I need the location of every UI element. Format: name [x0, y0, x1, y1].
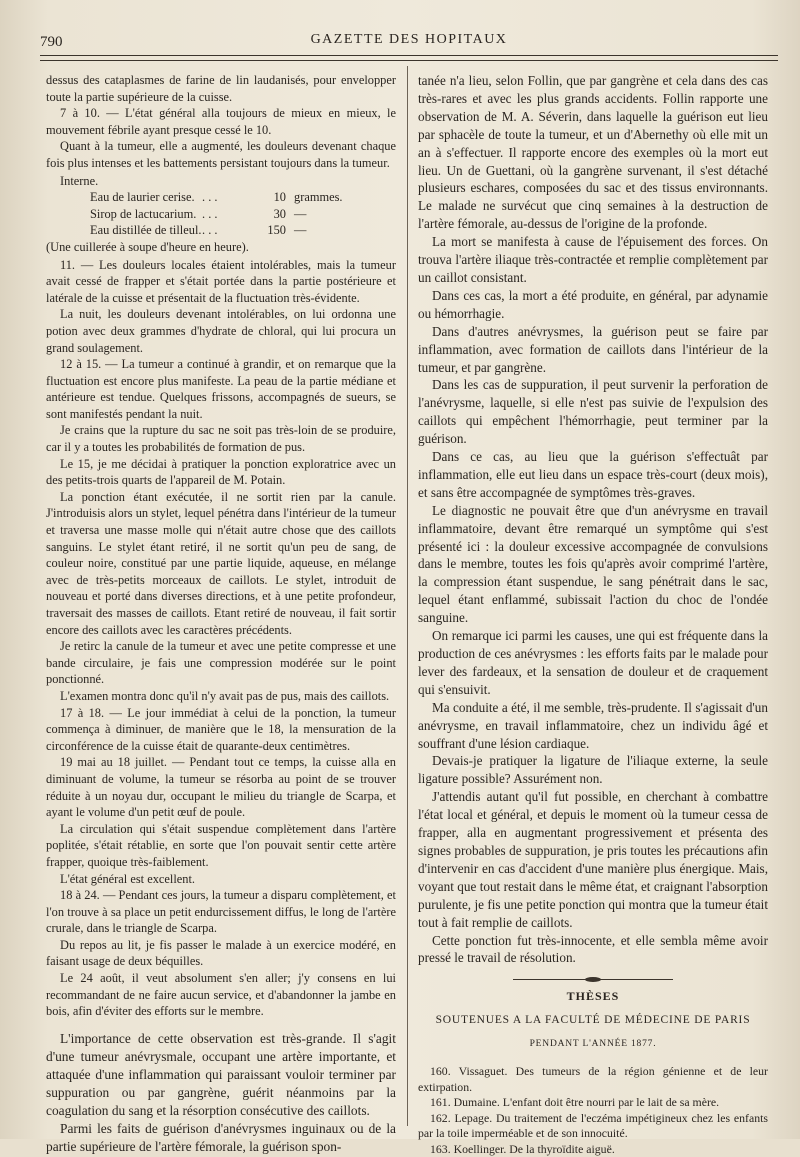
paragraph: La nuit, les douleurs devenant intolérables, on lui ordonna une potion avec deux grammes d'hydrate de chloral, qui lui procura un grand soulagement.	[46, 307, 396, 355]
paragraph: 7 à 10. — L'état général alla toujours de mieux en mieux, le mouvement fébrile ayant presque cessé le 10.	[46, 106, 396, 137]
paragraph: dessus des cataplasmes de farine de lin laudanisés, pour envelopper toute la partie supérieure de la cuisse.	[46, 73, 396, 104]
theses-subheading: SOUTENUES A LA FACULTÉ DE MÉDECINE DE PARIS	[435, 1014, 751, 1027]
page-header	[40, 30, 778, 52]
prescription-row	[46, 222, 396, 239]
prescription-note: (Une cuillerée à soupe d'heure en heure).	[46, 239, 249, 254]
ingredient-qty: 30	[273, 206, 286, 221]
commentary	[46, 1030, 396, 1156]
prescription	[46, 173, 396, 256]
paragraph: Dans d'autres anévrysmes, la guérison peut se faire par inflammation, avec formation de caillots dans l'intérieur de la tumeur, et par gangrène.	[418, 323, 768, 375]
ingredient-name: Eau distillée de tilleul.	[90, 223, 202, 238]
paragraph: Du repos au lit, je fis passer le malade à un exercice modéré, en faisant usage de deux béquilles.	[46, 937, 396, 969]
ingredient-name: Sirop de lactucarium.	[90, 206, 197, 221]
paragraph: Ma conduite a été, il me semble, très-prudente. Il s'agissait d'un anévrysme, en travail inflammatoire, chez un individu âgé et souffrant d'une lésion cardiaque.	[418, 699, 768, 751]
paragraph: Le 15, je me décidai à pratiquer la ponction exploratrice avec un des petits-trois quarts de l'appareil de M. Potain.	[46, 456, 396, 488]
left-column	[46, 72, 396, 1156]
paragraph: 11. — Les douleurs locales étaient intolérables, mais la tumeur avait cessé de frapper et s'était portée dans la partie postérieure et latérale de la cuisse et présentait de la fluctuation très-évidente.	[46, 257, 396, 305]
thesis-item: 162. Lepage. Du traitement de l'eczéma impétigineux chez les enfants par la toile imperméable et de son innocuité.	[418, 1110, 768, 1141]
paragraph: Cette ponction fut très-innocente, et elle sembla même avoir pressé le travail de résolution.	[418, 932, 768, 966]
paragraph: L'examen montra donc qu'il n'y avait pas de pus, mais des caillots.	[60, 688, 390, 703]
paragraph: tanée n'a lieu, selon Follin, que par gangrène et cela dans des cas très-rares et avec les plus grands accidents. Follin rapporte une observation de M. A. Séverin, dans laquelle la guérison eut lieu par sphacèle de toute la tumeur, et un d'Abernethy où elle mit un an à s'effectuer. Il rapporte encore des exemples où la mort eut lieu. Un de Guettani, où la gangrène survenant, il s'est détaché plusieurs eschares, composées du sac et des tissus environnants. Le malade ne survécut que cinq semaines à la destruction de l'artère fémorale, au-dessus de l'origine de la profonde.	[418, 73, 768, 232]
paragraph: Le diagnostic ne pouvait être que d'un anévrysme en travail inflammatoire, devant être remarqué un symptôme qui s'est présenté ici : la douleur excessive accompagnée de convulsions dans le membre, toutes les fois qu'après avoir comprimé l'artère, la compression étant suspendue, le sang pénétrait dans le sac, lequel étant enflammé, subissait l'action du choc de l'ondée sanguine.	[418, 502, 768, 626]
leader-dots: . . .	[202, 223, 218, 238]
page-number: 790	[40, 34, 63, 50]
paragraph: 19 mai au 18 juillet. — Pendant tout ce temps, la cuisse alla en diminuant de volume, la tumeur se résorba au point de se trouver réduite à un noyau dur, occupant le milieu du triangle de Scarpa, et ayant le volume d'un petit œuf de poule.	[46, 755, 396, 820]
paragraph: Devais-je pratiquer la ligature de l'iliaque externe, la seule ligature possible? Assurément non.	[418, 753, 768, 787]
paragraph: Je retirc la canule de la tumeur et avec une petite compresse et une bande circulaire, je fais une compression modérée sur le point ponctionné.	[46, 639, 396, 687]
ingredient-unit: —	[294, 223, 307, 238]
column-divider	[407, 66, 408, 1126]
theses-heading: THÈSES	[566, 989, 620, 1004]
ingredient-unit: grammes.	[294, 190, 343, 205]
prescription-row	[46, 189, 396, 206]
ingredient-qty: 150	[267, 223, 286, 238]
prescription-row	[46, 206, 396, 223]
paragraph: La ponction étant exécutée, il ne sortit rien par la canule. J'introduisis alors un stylet, lequel pénétra dans l'intérieur de la tumeur et traversa une masse molle qui n'était autre chose que des caillots sanguins. Le stylet étant retiré, il ne sortit qu'un peu de sang, de couleur noire, constitué par une partie liquide, aqueuse, en mélange avec de très-petits morceaux de caillots. Le stylet, introduit de nouveau et porté dans diverses directions, et à une petite profondeur, traversait des masses de caillots. Etant retiré de nouveau, il fait sortir encore des caillots avec les caractères précédents.	[46, 489, 396, 637]
thesis-item: 163. Koellinger. De la thyroïdite aiguë.	[430, 1141, 615, 1156]
paragraph: Je crains que la rupture du sac ne soit pas très-loin de se produire, car il y a toutes les probabilités de formation de pus.	[46, 423, 396, 455]
paragraph: Dans ce cas, au lieu que la guérison s'effectuât par inflammation, elle eut lieu dans un espace très-court (deux mois), et sans être accompagnée de symptômes très-graves.	[418, 449, 768, 500]
right-column	[418, 72, 768, 1157]
ingredient-qty: 10	[273, 190, 286, 205]
paragraph: 18 à 24. — Pendant ces jours, la tumeur a disparu complètement, et l'on trouve à sa place un petit endurcissement diffus, le long de l'artère crurale, dans le triangle de Scarpa.	[46, 888, 396, 936]
header-rule-thin	[40, 60, 778, 61]
paragraph: J'attendis autant qu'il fut possible, en cherchant à combattre l'état local et général, et depuis le moment où la tumeur cessa de frapper, alla en augmentant progressivement et présenta des signes probables de suppuration, je pris toutes les précautions afin d'intervenir en cas d'accident d'une manière plus énergique. Mais, voyant que tout restait dans le même état, et craignant l'absorption purulente, je fis une petite ponction qui montra que la tumeur était tout à fait remplie de caillots.	[418, 789, 768, 930]
leader-dots: . . .	[202, 206, 218, 221]
prescription-intro: Interne.	[60, 173, 99, 188]
paragraph: Le 24 août, il veut absolument s'en aller; j'y consens en lui recommandant de ne faire aucun service, et d'abandonner la jambe en bois, afin d'éviter des efforts sur le membre.	[46, 971, 396, 1019]
paragraph: Parmi les faits de guérison d'anévrysmes inguinaux ou de la partie supérieure de l'artère fémorale, la guérison spon-	[46, 1120, 396, 1154]
paragraph: Quant à la tumeur, elle a augmenté, les douleurs devenant chaque fois plus intenses et les battements persistant toujours dans la tumeur.	[46, 139, 396, 170]
thesis-item: 161. Dumaine. L'enfant doit être nourri par le lait de sa mère.	[430, 1095, 720, 1110]
ingredient-name: Eau de laurier cerise.	[90, 190, 195, 205]
section-separator	[513, 979, 673, 980]
paragraph: On remarque ici parmi les causes, une qui est fréquente dans la production de ces anévrysmes : les efforts faits par le malade pour lever des fardeaux, et la sensation de douleur et de craquement qui s'ensuivit.	[418, 628, 768, 697]
paragraph: 17 à 18. — Le jour immédiat à celui de la ponction, la tumeur commença à diminuer, de manière que le 18, la mensuration de la circonférence de la cuisse était de quarante-deux centimètres.	[46, 705, 396, 753]
paragraph: La circulation qui s'était suspendue complètement dans l'artère poplitée, s'était rétablie, en sorte que l'on pouvait sentir cette artère frapper, quoique très-faiblement.	[46, 821, 396, 869]
header-rule	[40, 55, 778, 56]
thesis-item: 160. Vissaguet. Des tumeurs de la région génienne et de leur extirpation.	[418, 1064, 768, 1094]
paragraph: 12 à 15. — La tumeur a continué à grandir, et on remarque que la fluctuation est encore plus manifeste. La peau de la partie médiane et antérieure est tendue. Quelques frissons, accompagnés de sueurs, se sont manifestés pendant la nuit.	[46, 357, 396, 421]
paragraph: La mort se manifesta à cause de l'épuisement des forces. On trouva l'artère iliaque très-contractée et remplie complètement par un caillot consistant.	[418, 234, 768, 285]
ingredient-unit: —	[294, 206, 307, 221]
paragraph: Dans ces cas, la mort a été produite, en général, par adynamie ou hémorrhagie.	[418, 287, 768, 321]
theses-year: PENDANT L'ANNÉE 1877.	[529, 1039, 657, 1050]
paragraph: L'état général est excellent.	[60, 871, 196, 886]
paragraph: Dans les cas de suppuration, il peut survenir la perforation de l'anévrysme, laquelle, si elle n'est pas suivie de l'expulsion des caillots qui empêchent l'hémorrhagie, peut terminer par la guérison.	[418, 377, 768, 447]
journal-title: GAZETTE DES HOPITAUX	[310, 32, 508, 47]
paragraph: L'importance de cette observation est très-grande. Il s'agit d'une tumeur anévrysmale, occupant une artère importante, et attaquée d'une inflammation qui paraissant vouloir terminer par suppuration ou par gangrène, guérit néanmoins par la coagulation du sang et la résorption consécutive des caillots.	[46, 1030, 396, 1118]
leader-dots: . . .	[202, 190, 218, 205]
